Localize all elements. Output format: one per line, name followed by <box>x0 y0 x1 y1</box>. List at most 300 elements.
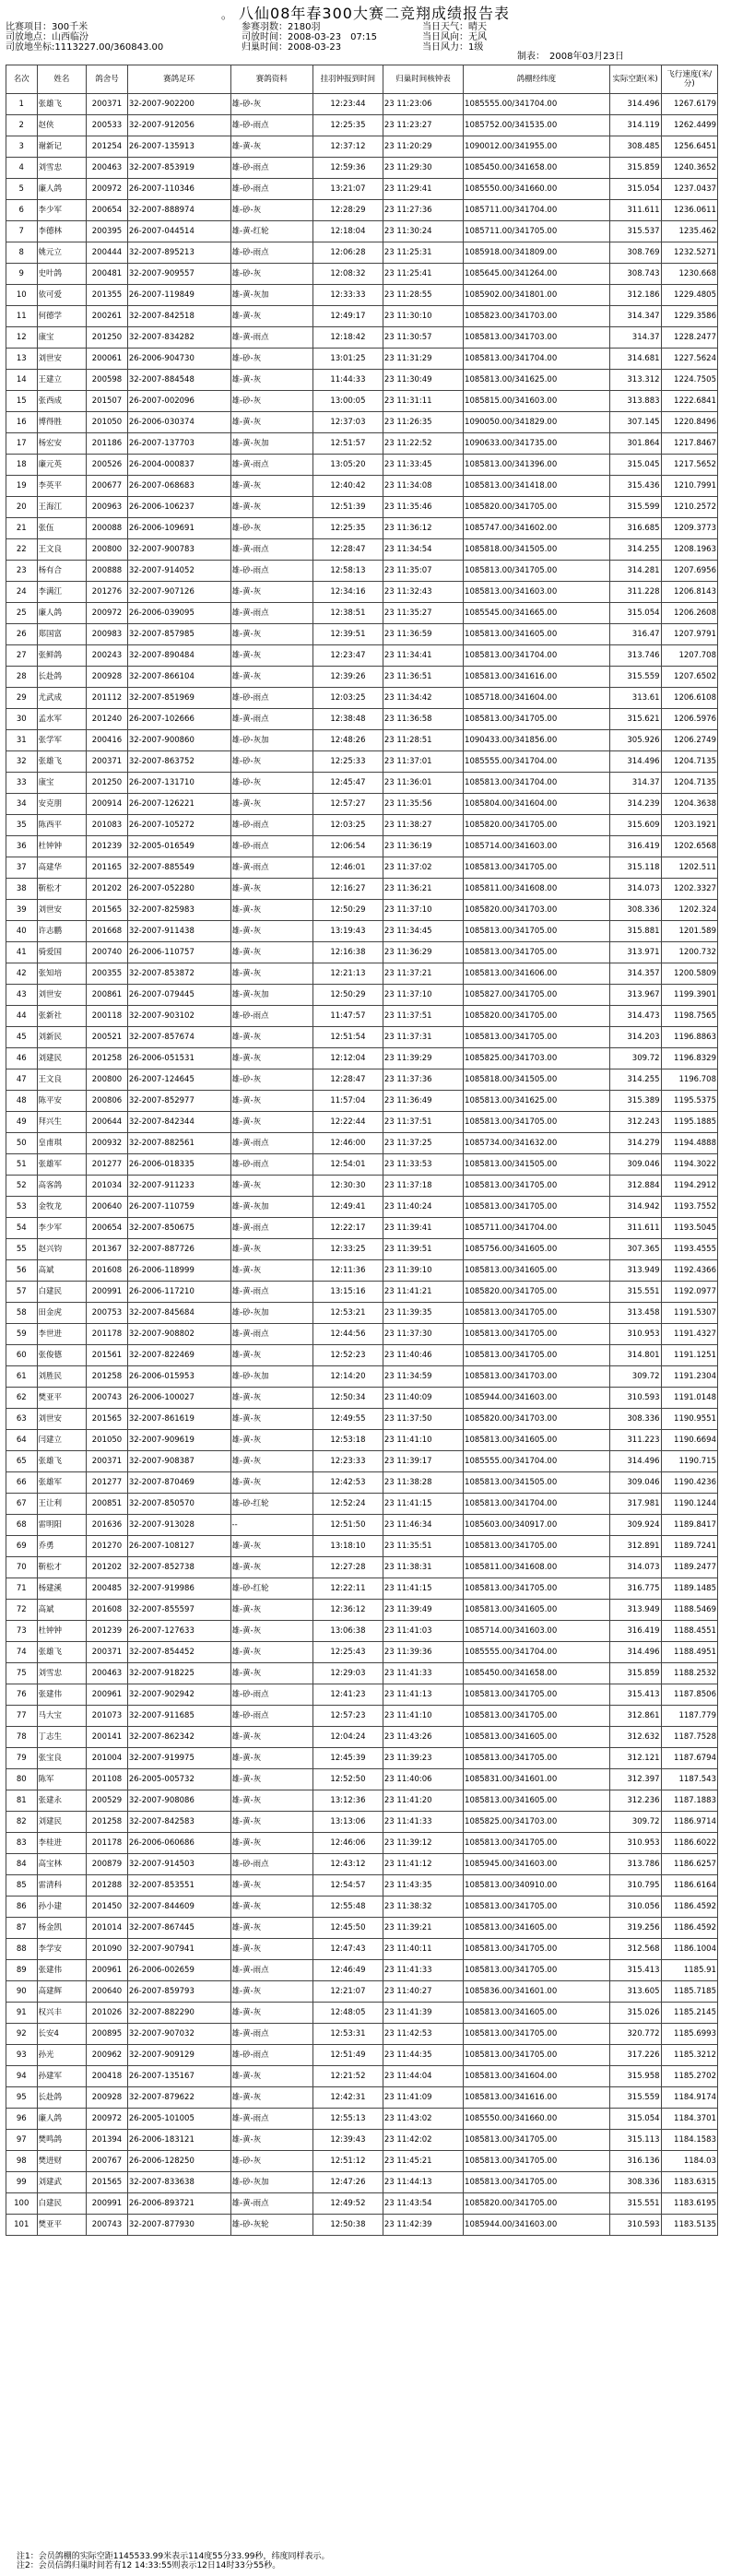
cell-ring: 32-2007-861619 <box>127 1409 230 1430</box>
cell-ring: 32-2007-857985 <box>127 624 230 645</box>
cell-coord: 1085756.00/341605.00 <box>464 1239 610 1260</box>
cell-reg: 12:57:23 <box>312 1706 383 1727</box>
cell-dist: 308.769 <box>609 242 661 264</box>
cell-name: 李学安 <box>37 1939 87 1960</box>
cell-coord: 1085945.00/341603.00 <box>464 1854 610 1875</box>
cell-arr: 23 11:36:49 <box>383 1091 463 1112</box>
cell-rank: 40 <box>6 921 38 942</box>
table-row <box>6 2109 718 2130</box>
table-row <box>6 624 718 645</box>
cell-color: 雄-黄-灰 <box>230 1345 312 1366</box>
cell-ring: 32-2007-909619 <box>127 1430 230 1451</box>
cell-no: 201565 <box>87 2172 128 2193</box>
cell-speed: 1206.2608 <box>661 603 717 624</box>
cell-no: 201014 <box>87 1918 128 1939</box>
cell-color: 雄-砂-灰加 <box>230 1366 312 1388</box>
cell-no: 200963 <box>87 497 128 518</box>
cell-no: 200088 <box>87 518 128 539</box>
cell-no: 200371 <box>87 1451 128 1472</box>
cell-arr: 23 11:38:32 <box>383 1897 463 1918</box>
cell-ring: 26-2006-106237 <box>127 497 230 518</box>
cell-ring: 32-2007-888974 <box>127 200 230 221</box>
cell-name: 赵兴钧 <box>37 1239 87 1260</box>
cell-ring: 32-2007-918225 <box>127 1663 230 1684</box>
cell-arr: 23 11:29:41 <box>383 179 463 200</box>
table-row <box>6 1133 718 1154</box>
table-row <box>6 1260 718 1282</box>
cell-name: 张雄飞 <box>37 1642 87 1663</box>
cell-speed: 1187.7528 <box>661 1727 717 1748</box>
cell-speed: 1204.3638 <box>661 794 717 815</box>
cell-ring: 32-2007-908086 <box>127 1790 230 1812</box>
cell-arr: 23 11:30:57 <box>383 327 463 349</box>
cell-name: 拜兴生 <box>37 1112 87 1133</box>
cell-reg: 12:50:29 <box>312 985 383 1006</box>
cell-reg: 12:04:24 <box>312 1727 383 1748</box>
cell-color: 雄-砂-雨点 <box>230 1706 312 1727</box>
cell-speed: 1190.9551 <box>661 1409 717 1430</box>
cell-color: 雄-黄-雨点 <box>230 2193 312 2215</box>
cell-ring: 26-2007-124645 <box>127 1069 230 1091</box>
cell-arr: 23 11:41:15 <box>383 1494 463 1515</box>
cell-no: 201239 <box>87 1621 128 1642</box>
cell-color: 雄-黄-雨点 <box>230 1324 312 1345</box>
cell-no: 201277 <box>87 1154 128 1176</box>
table-row <box>6 1515 718 1536</box>
cell-color: 雄-黄-灰 <box>230 1430 312 1451</box>
cell-name: 靳松才 <box>37 1557 87 1578</box>
cell-rank: 2 <box>6 115 38 136</box>
cell-speed: 1187.1883 <box>661 1790 717 1812</box>
cell-color: 雄-黄-雨点 <box>230 2109 312 2130</box>
cell-color: 雄-黄-灰 <box>230 1600 312 1621</box>
cell-ring: 26-2006-904730 <box>127 349 230 370</box>
table-row <box>6 1918 718 1939</box>
cell-coord: 1085813.00/341606.00 <box>464 963 610 985</box>
cell-arr: 23 11:36:59 <box>383 624 463 645</box>
cell-dist: 316.685 <box>609 518 661 539</box>
cell-color: 雄-砂-灰 <box>230 1069 312 1091</box>
cell-rank: 84 <box>6 1854 38 1875</box>
cell-ring: 32-2007-882290 <box>127 2003 230 2024</box>
cell-arr: 23 11:37:50 <box>383 1409 463 1430</box>
cell-speed: 1185.2702 <box>661 2066 717 2087</box>
cell-rank: 42 <box>6 963 38 985</box>
table-row <box>6 2151 718 2172</box>
table-row <box>6 1621 718 1642</box>
cell-arr: 23 11:20:29 <box>383 136 463 158</box>
cell-arr: 23 11:36:29 <box>383 942 463 963</box>
table-row <box>6 433 718 455</box>
cell-no: 201240 <box>87 709 128 730</box>
cell-dist: 315.609 <box>609 815 661 836</box>
cell-arr: 23 11:37:30 <box>383 1324 463 1345</box>
cell-dist: 315.559 <box>609 2087 661 2109</box>
cell-speed: 1190.4236 <box>661 1472 717 1494</box>
cell-color: 雄-砂-雨点 <box>230 561 312 582</box>
cell-no: 200395 <box>87 221 128 242</box>
cell-color: 雄-砂-红轮 <box>230 1578 312 1600</box>
cell-reg: 12:52:24 <box>312 1494 383 1515</box>
cell-arr: 23 11:39:49 <box>383 1600 463 1621</box>
cell-arr: 23 11:38:28 <box>383 1472 463 1494</box>
cell-rank: 3 <box>6 136 38 158</box>
table-row <box>6 1388 718 1409</box>
meta-made-date: 制表： 2008年03月23日 <box>517 52 624 62</box>
cell-coord: 1085813.00/341705.00 <box>464 921 610 942</box>
cell-rank: 36 <box>6 836 38 857</box>
cell-reg: 12:23:44 <box>312 94 383 115</box>
cell-rank: 98 <box>6 2151 38 2172</box>
cell-coord: 1085811.00/341608.00 <box>464 1557 610 1578</box>
table-row <box>6 391 718 412</box>
cell-color: 雄-砂-雨点 <box>230 2045 312 2066</box>
meta-block-left <box>6 22 163 53</box>
cell-reg: 12:46:01 <box>312 857 383 879</box>
cell-no: 201561 <box>87 1345 128 1366</box>
cell-name: 张宝良 <box>37 1748 87 1769</box>
cell-speed: 1186.4592 <box>661 1897 717 1918</box>
cell-name: 白建民 <box>37 1282 87 1303</box>
cell-speed: 1186.1004 <box>661 1939 717 1960</box>
cell-reg: 12:03:25 <box>312 688 383 709</box>
cell-dist: 315.537 <box>609 221 661 242</box>
cell-no: 201258 <box>87 1812 128 1833</box>
cell-no: 201608 <box>87 1260 128 1282</box>
cell-ring: 32-2007-914052 <box>127 561 230 582</box>
cell-speed: 1206.8143 <box>661 582 717 603</box>
table-row <box>6 900 718 921</box>
cell-speed: 1187.543 <box>661 1769 717 1790</box>
cell-dist: 309.046 <box>609 1472 661 1494</box>
cell-dist: 308.336 <box>609 2172 661 2193</box>
cell-dist: 314.347 <box>609 306 661 327</box>
cell-arr: 23 11:44:35 <box>383 2045 463 2066</box>
table-row <box>6 603 718 624</box>
cell-reg: 12:11:36 <box>312 1260 383 1282</box>
cell-color: 雄-黄-灰 <box>230 2066 312 2087</box>
cell-rank: 24 <box>6 582 38 603</box>
cell-coord: 1085813.00/341705.00 <box>464 1960 610 1981</box>
cell-no: 200851 <box>87 1494 128 1515</box>
cell-no: 201276 <box>87 582 128 603</box>
cell-name: 何德学 <box>37 306 87 327</box>
cell-coord: 1085813.00/341625.00 <box>464 370 610 391</box>
cell-ring: 32-2007-833638 <box>127 2172 230 2193</box>
cell-rank: 53 <box>6 1197 38 1218</box>
cell-speed: 1203.1921 <box>661 815 717 836</box>
cell-speed: 1206.6108 <box>661 688 717 709</box>
cell-speed: 1191.2304 <box>661 1366 717 1388</box>
cell-speed: 1207.9791 <box>661 624 717 645</box>
cell-ring: 26-2007-068683 <box>127 476 230 497</box>
cell-arr: 23 11:31:11 <box>383 391 463 412</box>
cell-coord: 1085813.00/341703.00 <box>464 1366 610 1388</box>
cell-rank: 59 <box>6 1324 38 1345</box>
table-row <box>6 1684 718 1706</box>
cell-no: 201250 <box>87 773 128 794</box>
cell-no: 200261 <box>87 306 128 327</box>
cell-color: 雄-砂-灰加 <box>230 2172 312 2193</box>
table-row <box>6 1833 718 1854</box>
table-row <box>6 285 718 306</box>
cell-no: 201083 <box>87 815 128 836</box>
cell-color: 雄-砂-灰轮 <box>230 2215 312 2236</box>
cell-speed: 1196.8329 <box>661 1048 717 1069</box>
cell-arr: 23 11:28:55 <box>383 285 463 306</box>
col-speed: 飞行速度(米/分) <box>661 65 717 94</box>
cell-rank: 44 <box>6 1006 38 1027</box>
cell-name: 张俊德 <box>37 1345 87 1366</box>
table-row <box>6 1197 718 1218</box>
table-row <box>6 94 718 115</box>
cell-ring: 32-2007-845684 <box>127 1303 230 1324</box>
cell-name: 张建永 <box>37 1790 87 1812</box>
cell-ring: 26-2007-105272 <box>127 815 230 836</box>
cell-ring: 26-2007-135167 <box>127 2066 230 2087</box>
cell-coord: 1085813.00/341604.00 <box>464 2066 610 2087</box>
cell-reg: 13:01:25 <box>312 349 383 370</box>
cell-color: 雄-黄-灰 <box>230 497 312 518</box>
cell-rank: 66 <box>6 1472 38 1494</box>
cell-speed: 1193.4555 <box>661 1239 717 1260</box>
cell-speed: 1187.6794 <box>661 1748 717 1769</box>
cell-ring: 26-2006-183121 <box>127 2130 230 2151</box>
col-ring: 赛鸽足环 <box>127 65 230 94</box>
cell-coord: 1085813.00/341605.00 <box>464 1430 610 1451</box>
cell-rank: 99 <box>6 2172 38 2193</box>
table-row <box>6 1557 718 1578</box>
cell-no: 201186 <box>87 433 128 455</box>
table-row <box>6 1769 718 1790</box>
cell-arr: 23 11:41:21 <box>383 1282 463 1303</box>
cell-arr: 23 11:41:10 <box>383 1706 463 1727</box>
cell-arr: 23 11:41:10 <box>383 1430 463 1451</box>
cell-reg: 13:21:07 <box>312 179 383 200</box>
meta-release-place: 司放地点：山西临汾 <box>6 32 88 42</box>
cell-ring: 32-2007-903102 <box>127 1006 230 1027</box>
cell-arr: 23 11:38:31 <box>383 1557 463 1578</box>
cell-speed: 1185.7185 <box>661 1981 717 2003</box>
cell-ring: 26-2007-002096 <box>127 391 230 412</box>
cell-dist: 315.054 <box>609 603 661 624</box>
cell-ring: 26-2006-030374 <box>127 412 230 433</box>
cell-reg: 12:53:31 <box>312 2024 383 2045</box>
cell-coord: 1085450.00/341658.00 <box>464 1663 610 1684</box>
cell-ring: 32-2007-855597 <box>127 1600 230 1621</box>
cell-name: 张知培 <box>37 963 87 985</box>
cell-color: 雄-黄-灰 <box>230 1451 312 1472</box>
cell-dist: 307.145 <box>609 412 661 433</box>
cell-color: 雄-黄-灰 <box>230 1897 312 1918</box>
cell-speed: 1262.4499 <box>661 115 717 136</box>
cell-coord: 1085813.00/341705.00 <box>464 857 610 879</box>
cell-reg: 12:45:47 <box>312 773 383 794</box>
cell-reg: 12:28:47 <box>312 1069 383 1091</box>
col-color: 赛鸽资料 <box>230 65 312 94</box>
cell-name: 樊鸣鸽 <box>37 2130 87 2151</box>
cell-dist: 315.054 <box>609 179 661 200</box>
cell-dist: 307.365 <box>609 1239 661 1260</box>
cell-no: 200644 <box>87 1112 128 1133</box>
cell-rank: 17 <box>6 433 38 455</box>
cell-color: -- <box>230 1515 312 1536</box>
cell-ring: 32-2007-919986 <box>127 1578 230 1600</box>
cell-speed: 1198.7565 <box>661 1006 717 1027</box>
cell-coord: 1085813.00/341396.00 <box>464 455 610 476</box>
cell-coord: 1085813.00/341705.00 <box>464 1197 610 1218</box>
cell-reg: 12:45:39 <box>312 1748 383 1769</box>
cell-coord: 1085813.00/341705.00 <box>464 1345 610 1366</box>
cell-color: 雄-黄-灰 <box>230 476 312 497</box>
cell-reg: 12:46:06 <box>312 1833 383 1854</box>
cell-dist: 319.256 <box>609 1918 661 1939</box>
cell-no: 200371 <box>87 751 128 773</box>
cell-color: 雄-黄-灰 <box>230 1875 312 1897</box>
cell-coord: 1085813.00/341605.00 <box>464 2003 610 2024</box>
cell-ring: 32-2007-850675 <box>127 1218 230 1239</box>
cell-rank: 48 <box>6 1091 38 1112</box>
cell-ring: 26-2007-110759 <box>127 1197 230 1218</box>
meta-release-coord: 司放地坐标:1113227.00/360843.00 <box>6 42 164 53</box>
cell-dist: 315.413 <box>609 1960 661 1981</box>
cell-arr: 23 11:39:17 <box>383 1451 463 1472</box>
col-name: 姓名 <box>37 65 87 94</box>
cell-speed: 1187.779 <box>661 1706 717 1727</box>
cell-rank: 38 <box>6 879 38 900</box>
cell-arr: 23 11:36:12 <box>383 518 463 539</box>
cell-color: 雄-黄-灰 <box>230 624 312 645</box>
cell-dist: 308.336 <box>609 900 661 921</box>
cell-no: 200767 <box>87 2151 128 2172</box>
cell-no: 200141 <box>87 1727 128 1748</box>
table-row <box>6 539 718 561</box>
cell-ring: 32-2007-900783 <box>127 539 230 561</box>
table-row <box>6 1663 718 1684</box>
cell-ring: 26-2007-119849 <box>127 285 230 306</box>
cell-color: 雄-黄-灰 <box>230 1918 312 1939</box>
cell-name: 雷明阳 <box>37 1515 87 1536</box>
cell-arr: 23 11:39:10 <box>383 1260 463 1282</box>
cell-no: 201004 <box>87 1748 128 1769</box>
cell-ring: 32-2007-850570 <box>127 1494 230 1515</box>
cell-color: 雄-砂-灰 <box>230 94 312 115</box>
table-row <box>6 730 718 751</box>
cell-reg: 12:06:28 <box>312 242 383 264</box>
cell-arr: 23 11:44:04 <box>383 2066 463 2087</box>
cell-name: 康宝 <box>37 773 87 794</box>
cell-ring: 32-2007-863752 <box>127 751 230 773</box>
cell-dist: 317.226 <box>609 2045 661 2066</box>
cell-coord: 1085545.00/341665.00 <box>464 603 610 624</box>
cell-coord: 1085714.00/341603.00 <box>464 1621 610 1642</box>
table-row <box>6 1176 718 1197</box>
cell-ring: 32-2007-851969 <box>127 688 230 709</box>
cell-rank: 56 <box>6 1260 38 1282</box>
cell-speed: 1188.5469 <box>661 1600 717 1621</box>
cell-color: 雄-砂-灰 <box>230 200 312 221</box>
cell-color: 雄-黄-灰加 <box>230 1197 312 1218</box>
cell-reg: 12:42:31 <box>312 2087 383 2109</box>
cell-arr: 23 11:37:01 <box>383 751 463 773</box>
cell-ring: 32-2007-884548 <box>127 370 230 391</box>
cell-color: 雄-砂-灰 <box>230 349 312 370</box>
cell-coord: 1085820.00/341705.00 <box>464 1006 610 1027</box>
cell-arr: 23 11:25:31 <box>383 242 463 264</box>
cell-reg: 12:25:35 <box>312 115 383 136</box>
cell-color: 雄-黄-灰 <box>230 1833 312 1854</box>
cell-rank: 64 <box>6 1430 38 1451</box>
cell-arr: 23 11:34:45 <box>383 921 463 942</box>
cell-coord: 1085711.00/341705.00 <box>464 221 610 242</box>
cell-rank: 31 <box>6 730 38 751</box>
cell-name: 刘建武 <box>37 2172 87 2193</box>
cell-rank: 62 <box>6 1388 38 1409</box>
cell-coord: 1085813.00/341704.00 <box>464 773 610 794</box>
cell-dist: 316.419 <box>609 1621 661 1642</box>
cell-dist: 314.681 <box>609 349 661 370</box>
cell-coord: 1085813.00/341616.00 <box>464 667 610 688</box>
cell-no: 200895 <box>87 2024 128 2045</box>
cell-rank: 89 <box>6 1960 38 1981</box>
cell-dist: 314.496 <box>609 751 661 773</box>
cell-name: 长赴鸽 <box>37 2087 87 2109</box>
cell-dist: 312.121 <box>609 1748 661 1769</box>
cell-speed: 1186.6022 <box>661 1833 717 1854</box>
cell-arr: 23 11:43:26 <box>383 1727 463 1748</box>
table-row <box>6 1790 718 1812</box>
cell-dist: 310.593 <box>609 2215 661 2236</box>
cell-speed: 1186.9714 <box>661 1812 717 1833</box>
cell-name: 刘世安 <box>37 985 87 1006</box>
cell-speed: 1202.6568 <box>661 836 717 857</box>
cell-reg: 12:38:48 <box>312 709 383 730</box>
cell-reg: 12:47:43 <box>312 1939 383 1960</box>
cell-coord: 1085813.00/341705.00 <box>464 1536 610 1557</box>
cell-coord: 1085813.00/341705.00 <box>464 709 610 730</box>
cell-speed: 1206.5976 <box>661 709 717 730</box>
cell-rank: 101 <box>6 2215 38 2236</box>
cell-name: 孟水军 <box>37 709 87 730</box>
cell-arr: 23 11:39:51 <box>383 1239 463 1260</box>
cell-coord: 1085555.00/341704.00 <box>464 1451 610 1472</box>
cell-name: 刘建民 <box>37 1812 87 1833</box>
table-row <box>6 2172 718 2193</box>
cell-coord: 1085813.00/341705.00 <box>464 942 610 963</box>
cell-coord: 1085820.00/341703.00 <box>464 900 610 921</box>
cell-no: 200753 <box>87 1303 128 1324</box>
cell-speed: 1200.5809 <box>661 963 717 985</box>
cell-ring: 32-2005-016549 <box>127 836 230 857</box>
cell-rank: 97 <box>6 2130 38 2151</box>
cell-color: 雄-砂-雨点 <box>230 836 312 857</box>
cell-reg: 12:50:34 <box>312 1388 383 1409</box>
cell-speed: 1202.3327 <box>661 879 717 900</box>
cell-name: 杨建溪 <box>37 1578 87 1600</box>
table-row <box>6 1939 718 1960</box>
cell-color: 雄-黄-灰加 <box>230 433 312 455</box>
table-row <box>6 242 718 264</box>
cell-speed: 1207.6502 <box>661 667 717 688</box>
cell-reg: 12:54:01 <box>312 1154 383 1176</box>
cell-dist: 315.045 <box>609 455 661 476</box>
cell-color: 雄-黄-雨点 <box>230 1218 312 1239</box>
cell-reg: 12:33:25 <box>312 1239 383 1260</box>
cell-coord: 1085813.00/341505.00 <box>464 1472 610 1494</box>
cell-name: 李满江 <box>37 582 87 603</box>
cell-coord: 1085555.00/341704.00 <box>464 1642 610 1663</box>
cell-color: 雄-砂-灰 <box>230 264 312 285</box>
